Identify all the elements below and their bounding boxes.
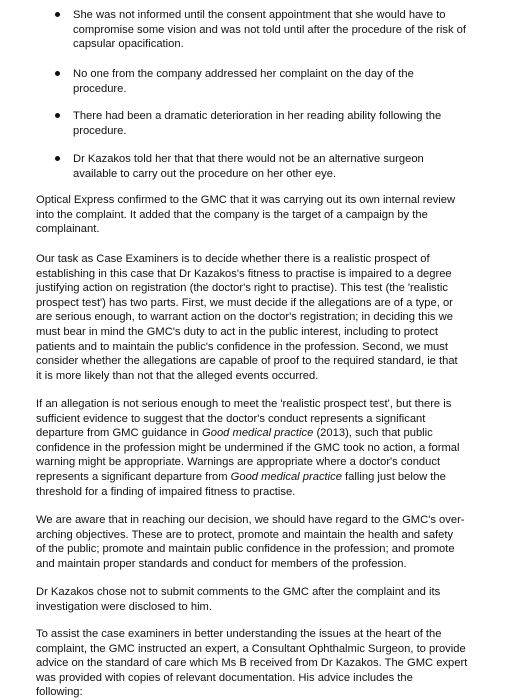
paragraph-overarching-objectives: [36, 513, 494, 571]
paragraph-line: consider whether the allegations are capable of proof to the required standard, ie that: [36, 355, 458, 368]
bullet-text: [73, 67, 483, 96]
paragraph-line: threshold for a finding of impaired fitness to practise.: [36, 485, 296, 498]
bullet-dot: [55, 113, 60, 118]
paragraph-line: complaint, the GMC instructed an expert, a Consultant Ophthalmic Surgeon, to provide: [36, 642, 466, 655]
text-run: represents a significant departure from: [36, 470, 231, 483]
paragraph-expert-advice: [36, 627, 494, 700]
bullet-line: procedure.: [73, 82, 127, 95]
paragraph-warning-guidance: [36, 397, 494, 499]
paragraph-line: [36, 426, 494, 441]
bullet-text: [73, 8, 483, 52]
paragraph-line: Our task as Case Examiners is to decide whether there is a realistic prospect of: [36, 253, 430, 265]
paragraph-line: are serious enough, to warrant action on the doctor's registration; in deciding this we: [36, 311, 453, 324]
paragraph-line: [36, 470, 494, 485]
paragraph-line: was provided with copies of relevant documentation. His advice includes the: [36, 671, 413, 684]
bullet-text: [73, 152, 483, 181]
bullet-line: There had been a dramatic deterioration in her reading ability following the: [73, 110, 442, 122]
guidance-title: Good medical practice: [230, 470, 342, 483]
paragraph-line: justifying action on registration (the doctor's right to practise). This test (the 'realistic: [36, 282, 448, 295]
paragraph-line: patients and to maintain the public's confidence in the profession. Second, we must: [36, 340, 448, 353]
paragraph-line: following:: [36, 686, 83, 699]
bullet-line: No one from the company addressed her complaint on the day of the: [73, 68, 414, 80]
guidance-title: Good medical practice: [202, 427, 314, 440]
paragraph-line: must bear in mind the GMC's duty to act in the public interest, including to protect: [36, 325, 438, 338]
bullet-line: compromise some vision and was not told until after the procedure of the risk of: [73, 23, 466, 36]
paragraph-optical-express: [36, 193, 494, 237]
bullet-line: available to carry out the procedure on her other eye.: [73, 167, 337, 180]
bullet-text: [73, 109, 483, 138]
bullet-dot: [55, 71, 60, 76]
paragraph-line: arching objectives. These are to protect, promote and maintain the health and safety: [36, 528, 454, 541]
paragraph-line: prospect test') has two parts. First, we must decide if the allegations are of a type, or: [36, 296, 453, 309]
bullet-line: Dr Kazakos told her that that there would not be an alternative surgeon: [73, 153, 424, 165]
paragraph-line: Optical Express confirmed to the GMC that it was carrying out its own internal review: [36, 194, 456, 206]
paragraph-line: We are aware that in reaching our decision, we should have regard to the GMC's over-: [36, 514, 465, 526]
text-run: falling just below the: [341, 470, 446, 483]
paragraph-line: into the complaint. It added that the company is the target of a campaign by the: [36, 208, 428, 221]
paragraph-no-comments: [36, 585, 494, 614]
paragraph-line: it is more likely than not that the alleged events occurred.: [36, 369, 319, 382]
paragraph-line: warning might be appropriate. Warnings are appropriate where a doctor's conduct: [36, 456, 441, 469]
bullet-line: She was not informed until the consent appointment that she would have to: [73, 9, 446, 21]
paragraph-line: advice on the standard of care which Ms B received from Dr Kazakos. The GMC expert: [36, 657, 468, 670]
text-run: departure from GMC guidance in: [36, 427, 203, 440]
paragraph-realistic-prospect-test: [36, 252, 494, 383]
paragraph-line: investigation were disclosed to him.: [36, 600, 212, 613]
bullet-line: procedure.: [73, 124, 127, 137]
paragraph-line: Dr Kazakos chose not to submit comments to the GMC after the complaint and its: [36, 586, 441, 598]
paragraph-line: and maintain proper standards and conduct for members of the profession.: [36, 557, 407, 570]
bullet-line: capsular opacification.: [73, 38, 184, 51]
paragraph-line: To assist the case examiners in better understanding the issues at the heart of the: [36, 628, 442, 640]
paragraph-line: of the public; promote and maintain public confidence in the profession; and promote: [36, 543, 455, 556]
paragraph-line: establishing in this case that Dr Kazakos's fitness to practise is impaired to a degree: [36, 267, 452, 280]
bullet-dot: [55, 12, 60, 17]
paragraph-line: If an allegation is not serious enough to meet the 'realistic prospect test', but there is: [36, 398, 452, 410]
paragraph-line: complainant.: [36, 223, 100, 236]
paragraph-line: sufficient evidence to suggest that the doctor's conduct represents a significant: [36, 412, 426, 425]
bullet-dot: [55, 156, 60, 161]
paragraph-line: confidence in the profession might be undermined if the GMC took no action, a formal: [36, 441, 460, 454]
text-run: (2013), such that public: [313, 427, 433, 440]
